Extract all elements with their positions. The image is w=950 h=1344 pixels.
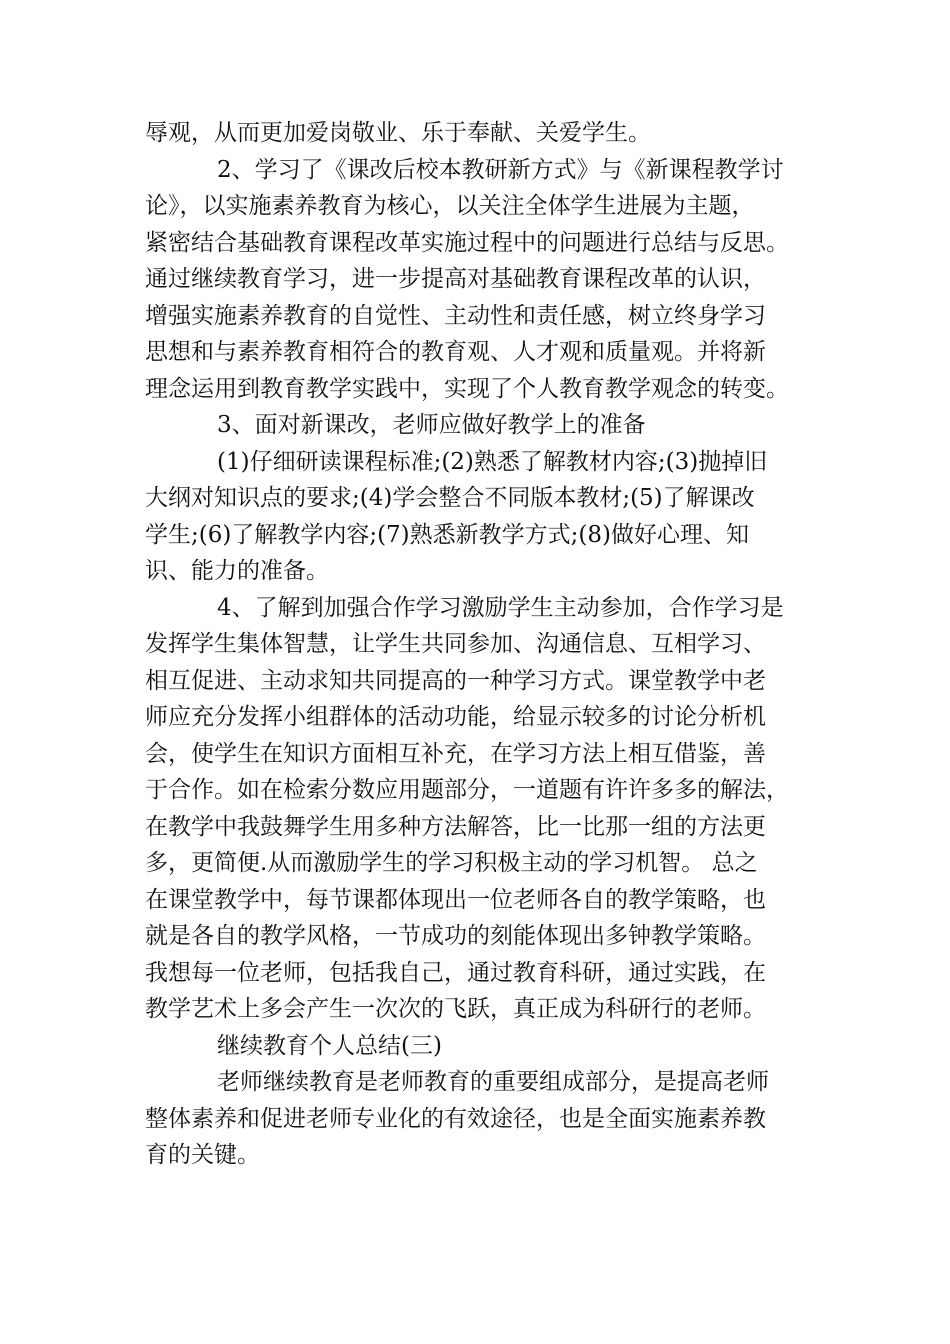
text-line: 继续教育个人总结(三): [217, 1032, 442, 1059]
text-line: 在课堂教学中，每节课都体现出一位老师各自的教学策略，也: [145, 886, 766, 913]
text-line: 就是各自的教学风格，一节成功的刻能体现出多钟教学策略。: [145, 923, 766, 949]
text-line: 相互促进、主动求知共同提高的一种学习方式。课堂教学中老: [145, 667, 766, 694]
text-line: 识、能力的准备。: [145, 558, 329, 584]
text-line: 老师继续教育是老师教育的重要组成部分，是提高老师: [217, 1069, 769, 1095]
text-line: 多，更简便.从而激励学生的学习积极主动的学习机智。 总之: [145, 850, 758, 876]
text-line: 学生;(6)了解教学内容;(7)熟悉新教学方式;(8)做好心理、知: [145, 521, 749, 548]
text-line: 育的关键。: [145, 1142, 260, 1168]
text-line: 通过继续教育学习，进一步提高对基础教育课程改革的认识，: [145, 266, 766, 292]
text-line: 整体素养和促进老师专业化的有效途径，也是全面实施素养教: [145, 1105, 766, 1132]
text-line: 思想和与素养教育相符合的教育观、人才观和质量观。并将新: [145, 339, 766, 365]
text-line: 4、了解到加强合作学习激励学生主动参加，合作学习是: [217, 594, 784, 621]
body-text: [145, 115, 805, 1174]
text-line: 我想每一位老师，包括我自己，通过教育科研，通过实践，在: [145, 959, 766, 986]
text-line: 紧密结合基础教育课程改革实施过程中的问题进行总结与反思。: [145, 229, 789, 256]
text-line: 论》，以实施素养教育为核心，以关注全体学生进展为主题，: [145, 193, 755, 219]
text-line: 3、面对新课改，老师应做好教学上的准备: [217, 412, 646, 438]
text-line: 在教学中我鼓舞学生用多种方法解答，比一比那一组的方法更: [145, 813, 766, 840]
text-line: 于合作。如在检索分数应用题部分，一道题有许许多多的解法，: [145, 777, 789, 803]
text-line: 发挥学生集体智慧，让学生共同参加、沟通信息、互相学习、: [145, 631, 766, 657]
text-line: 增强实施素养教育的自觉性、主动性和责任感，树立终身学习: [145, 302, 766, 329]
text-line: (1)仔细研读课程标准;(2)熟悉了解教材内容;(3)抛掉旧: [217, 448, 768, 475]
text-line: 理念运用到教育教学实践中，实现了个人教育教学观念的转变。: [145, 375, 789, 402]
text-line: 2、学习了《课改后校本教研新方式》与《新课程教学讨: [217, 156, 784, 183]
text-line: 辱观，从而更加爱岗敬业、乐于奉献、关爱学生。: [145, 120, 651, 146]
text-line: 教学艺术上多会产生一次次的飞跃，真正成为科研行的老师。: [145, 996, 766, 1022]
text-line: 师应充分发挥小组群体的活动功能，给显示较多的讨论分析机: [145, 704, 766, 730]
text-line: 会，使学生在知识方面相互补充，在学习方法上相互借鉴，善: [145, 740, 766, 767]
text-line: 大纲对知识点的要求;(4)学会整合不同版本教材;(5)了解课改: [145, 485, 755, 511]
